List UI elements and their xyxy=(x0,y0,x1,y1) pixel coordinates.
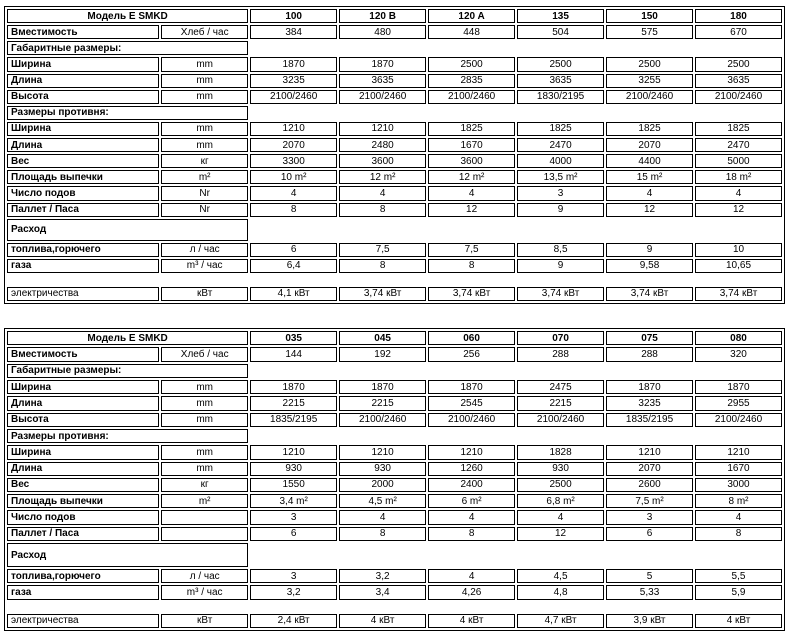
value-cell: 1825 xyxy=(695,122,782,136)
value-cell: 1210 xyxy=(695,445,782,459)
value-cell: 930 xyxy=(250,462,337,476)
value-cell: 4 xyxy=(250,186,337,200)
value-cell: 3255 xyxy=(606,74,693,88)
value-cell: 144 xyxy=(250,347,337,361)
value-cell: 4 кВт xyxy=(339,614,426,628)
value-cell: 1870 xyxy=(250,380,337,394)
model-cell: 120 B xyxy=(339,9,426,23)
row-unit xyxy=(161,510,248,524)
value-cell: 1870 xyxy=(339,380,426,394)
row-unit: mm xyxy=(161,57,248,71)
value-cell: 3600 xyxy=(339,154,426,168)
value-cell: 288 xyxy=(517,347,604,361)
value-cell: 1870 xyxy=(695,380,782,394)
value-cell: 2,4 кВт xyxy=(250,614,337,628)
value-cell: 2400 xyxy=(428,478,515,492)
dims-row xyxy=(7,57,782,71)
value-cell: 2100/2460 xyxy=(517,413,604,427)
section-header-tray: Размеры противня: xyxy=(7,429,248,443)
value-cell: 1825 xyxy=(606,122,693,136)
value-cell: 2070 xyxy=(250,138,337,152)
value-cell: 3 xyxy=(250,510,337,524)
value-cell: 4400 xyxy=(606,154,693,168)
value-cell: 575 xyxy=(606,25,693,39)
value-cell: 4000 xyxy=(517,154,604,168)
value-cell: 1870 xyxy=(428,380,515,394)
value-cell: 2100/2460 xyxy=(428,413,515,427)
value-cell: 4 xyxy=(428,510,515,524)
row-label: Длина xyxy=(7,396,159,410)
value-cell: 448 xyxy=(428,25,515,39)
value-cell: 5 xyxy=(606,569,693,583)
value-cell: 670 xyxy=(695,25,782,39)
tray-row xyxy=(7,186,782,200)
value-cell: 12 xyxy=(428,203,515,217)
tray-row xyxy=(7,154,782,168)
model-row xyxy=(7,9,782,23)
row-unit: mm xyxy=(161,74,248,88)
row-unit: mm xyxy=(161,396,248,410)
value-cell: 10 m² xyxy=(250,170,337,184)
tray-row xyxy=(7,527,782,541)
model-row xyxy=(7,331,782,345)
row-label: Ширина xyxy=(7,122,159,136)
row-label: Длина xyxy=(7,138,159,152)
value-cell: 1210 xyxy=(250,445,337,459)
value-cell: 4 xyxy=(606,186,693,200)
value-cell: 2100/2460 xyxy=(250,90,337,104)
spec-table-1 xyxy=(4,6,785,304)
value-cell: 4 xyxy=(339,510,426,524)
value-cell: 3,4 m² xyxy=(250,494,337,508)
value-cell: 3300 xyxy=(250,154,337,168)
capacity-row xyxy=(7,347,782,361)
value-cell: 5000 xyxy=(695,154,782,168)
tray-row xyxy=(7,170,782,184)
value-cell: 2600 xyxy=(606,478,693,492)
value-cell: 10 xyxy=(695,243,782,257)
row-unit xyxy=(161,527,248,541)
row-label: Высота xyxy=(7,90,159,104)
value-cell: 1825 xyxy=(428,122,515,136)
value-cell: 2215 xyxy=(339,396,426,410)
value-cell: 2835 xyxy=(428,74,515,88)
value-cell: 2070 xyxy=(606,138,693,152)
value-cell: 1870 xyxy=(250,57,337,71)
section-row xyxy=(7,219,782,241)
value-cell: 1210 xyxy=(250,122,337,136)
row-label: Вес xyxy=(7,478,159,492)
value-cell: 4 xyxy=(517,510,604,524)
value-cell: 3000 xyxy=(695,478,782,492)
value-cell: 3,74 кВт xyxy=(428,287,515,301)
row-unit: mm xyxy=(161,445,248,459)
row-label: электричества xyxy=(7,614,159,628)
row-unit: Хлеб / час xyxy=(161,25,248,39)
model-label: Модель E SMKD xyxy=(7,9,248,23)
value-cell: 5,9 xyxy=(695,585,782,599)
value-cell: 3 xyxy=(517,186,604,200)
consumption-row xyxy=(7,585,782,599)
value-cell: 2500 xyxy=(517,57,604,71)
value-cell: 320 xyxy=(695,347,782,361)
consumption-row xyxy=(7,243,782,257)
electricity-row xyxy=(7,614,782,628)
value-cell: 2470 xyxy=(695,138,782,152)
value-cell: 1835/2195 xyxy=(606,413,693,427)
consumption-row xyxy=(7,259,782,273)
model-cell: 045 xyxy=(339,331,426,345)
value-cell: 1870 xyxy=(339,57,426,71)
row-unit: mm xyxy=(161,90,248,104)
row-unit: mm xyxy=(161,413,248,427)
value-cell: 9 xyxy=(517,259,604,273)
model-cell: 075 xyxy=(606,331,693,345)
value-cell: 1210 xyxy=(339,445,426,459)
row-label: топлива,горючего xyxy=(7,569,159,583)
row-unit: кВт xyxy=(161,614,248,628)
value-cell: 10,65 xyxy=(695,259,782,273)
value-cell: 2500 xyxy=(606,57,693,71)
section-row xyxy=(7,41,782,55)
value-cell: 504 xyxy=(517,25,604,39)
section-header-consumption: Расход xyxy=(7,543,248,567)
row-label: топлива,горючего xyxy=(7,243,159,257)
value-cell: 3,74 кВт xyxy=(606,287,693,301)
value-cell: 2500 xyxy=(428,57,515,71)
value-cell: 3 xyxy=(250,569,337,583)
value-cell: 2100/2460 xyxy=(339,413,426,427)
dims-row xyxy=(7,380,782,394)
value-cell: 2475 xyxy=(517,380,604,394)
value-cell: 8 xyxy=(695,527,782,541)
dims-row xyxy=(7,74,782,88)
spec-table-2 xyxy=(4,328,785,631)
value-cell: 3,74 кВт xyxy=(517,287,604,301)
value-cell: 8 xyxy=(339,203,426,217)
row-label: Число подов xyxy=(7,510,159,524)
value-cell: 9 xyxy=(517,203,604,217)
tray-row xyxy=(7,478,782,492)
value-cell: 12 xyxy=(695,203,782,217)
value-cell: 3,2 xyxy=(339,569,426,583)
value-cell: 8 xyxy=(428,259,515,273)
value-cell: 4 xyxy=(428,569,515,583)
model-cell: 120 A xyxy=(428,9,515,23)
section-row xyxy=(7,364,782,378)
value-cell: 8 xyxy=(339,259,426,273)
row-label: Вместимость xyxy=(7,347,159,361)
row-label: Ширина xyxy=(7,57,159,71)
row-label: Паллет / Паса xyxy=(7,203,159,217)
row-unit: л / час xyxy=(161,243,248,257)
model-label: Модель E SMKD xyxy=(7,331,248,345)
value-cell: 4,8 xyxy=(517,585,604,599)
model-cell: 070 xyxy=(517,331,604,345)
value-cell: 12 m² xyxy=(428,170,515,184)
value-cell: 2500 xyxy=(695,57,782,71)
value-cell: 7,5 xyxy=(339,243,426,257)
row-unit: кг xyxy=(161,478,248,492)
tray-row xyxy=(7,122,782,136)
section-header-dims: Габаритные размеры: xyxy=(7,41,248,55)
value-cell: 3635 xyxy=(339,74,426,88)
value-cell: 2500 xyxy=(517,478,604,492)
value-cell: 930 xyxy=(517,462,604,476)
value-cell: 12 xyxy=(606,203,693,217)
model-cell: 180 xyxy=(695,9,782,23)
value-cell: 2000 xyxy=(339,478,426,492)
dims-row xyxy=(7,413,782,427)
model-cell: 035 xyxy=(250,331,337,345)
value-cell: 1670 xyxy=(428,138,515,152)
capacity-row xyxy=(7,25,782,39)
value-cell: 6 xyxy=(250,243,337,257)
section-header-consumption: Расход xyxy=(7,219,248,241)
model-cell: 135 xyxy=(517,9,604,23)
value-cell: 3600 xyxy=(428,154,515,168)
row-unit: кВт xyxy=(161,287,248,301)
value-cell: 2100/2460 xyxy=(428,90,515,104)
value-cell: 2100/2460 xyxy=(606,90,693,104)
value-cell: 192 xyxy=(339,347,426,361)
row-label: Длина xyxy=(7,74,159,88)
value-cell: 3,2 xyxy=(250,585,337,599)
row-label: Вес xyxy=(7,154,159,168)
value-cell: 480 xyxy=(339,25,426,39)
tray-row xyxy=(7,203,782,217)
row-unit: mm xyxy=(161,380,248,394)
row-label: Вместимость xyxy=(7,25,159,39)
value-cell: 9 xyxy=(606,243,693,257)
value-cell: 3635 xyxy=(695,74,782,88)
row-label: газа xyxy=(7,585,159,599)
tray-row xyxy=(7,138,782,152)
row-unit: л / час xyxy=(161,569,248,583)
value-cell: 4,5 xyxy=(517,569,604,583)
value-cell: 6 xyxy=(606,527,693,541)
dims-row xyxy=(7,90,782,104)
model-cell: 100 xyxy=(250,9,337,23)
value-cell: 1550 xyxy=(250,478,337,492)
value-cell: 3,4 xyxy=(339,585,426,599)
value-cell: 2955 xyxy=(695,396,782,410)
value-cell: 4 кВт xyxy=(695,614,782,628)
value-cell: 1825 xyxy=(517,122,604,136)
value-cell: 1670 xyxy=(695,462,782,476)
row-unit: Хлеб / час xyxy=(161,347,248,361)
value-cell: 1210 xyxy=(428,445,515,459)
section-row xyxy=(7,106,782,120)
value-cell: 2100/2460 xyxy=(695,413,782,427)
electricity-row xyxy=(7,287,782,301)
row-label: Площадь выпечки xyxy=(7,494,159,508)
value-cell: 6,4 xyxy=(250,259,337,273)
value-cell: 3 xyxy=(606,510,693,524)
value-cell: 288 xyxy=(606,347,693,361)
value-cell: 256 xyxy=(428,347,515,361)
row-unit: кг xyxy=(161,154,248,168)
row-unit: m³ / час xyxy=(161,259,248,273)
consumption-row xyxy=(7,569,782,583)
value-cell: 2215 xyxy=(250,396,337,410)
value-cell: 2470 xyxy=(517,138,604,152)
value-cell: 4 xyxy=(695,186,782,200)
value-cell: 1210 xyxy=(606,445,693,459)
value-cell: 12 m² xyxy=(339,170,426,184)
value-cell: 15 m² xyxy=(606,170,693,184)
row-label: Паллет / Паса xyxy=(7,527,159,541)
value-cell: 4,1 кВт xyxy=(250,287,337,301)
section-header-tray: Размеры противня: xyxy=(7,106,248,120)
value-cell: 4,7 кВт xyxy=(517,614,604,628)
value-cell: 1830/2195 xyxy=(517,90,604,104)
row-label: Ширина xyxy=(7,445,159,459)
value-cell: 7,5 m² xyxy=(606,494,693,508)
row-label: Площадь выпечки xyxy=(7,170,159,184)
row-label: Ширина xyxy=(7,380,159,394)
value-cell: 4 кВт xyxy=(428,614,515,628)
value-cell: 5,5 xyxy=(695,569,782,583)
row-label: Длина xyxy=(7,462,159,476)
row-label: газа xyxy=(7,259,159,273)
value-cell: 12 xyxy=(517,527,604,541)
row-unit: mm xyxy=(161,462,248,476)
value-cell: 6,8 m² xyxy=(517,494,604,508)
value-cell: 6 xyxy=(250,527,337,541)
value-cell: 3235 xyxy=(250,74,337,88)
value-cell: 2070 xyxy=(606,462,693,476)
tray-row xyxy=(7,510,782,524)
value-cell: 3,74 кВт xyxy=(695,287,782,301)
value-cell: 4,5 m² xyxy=(339,494,426,508)
value-cell: 3635 xyxy=(517,74,604,88)
row-unit: Nr xyxy=(161,203,248,217)
value-cell: 1835/2195 xyxy=(250,413,337,427)
value-cell: 1210 xyxy=(339,122,426,136)
value-cell: 384 xyxy=(250,25,337,39)
value-cell: 5,33 xyxy=(606,585,693,599)
value-cell: 1870 xyxy=(606,380,693,394)
value-cell: 1828 xyxy=(517,445,604,459)
value-cell: 3235 xyxy=(606,396,693,410)
value-cell: 2100/2460 xyxy=(695,90,782,104)
value-cell: 8,5 xyxy=(517,243,604,257)
model-cell: 150 xyxy=(606,9,693,23)
row-label: Число подов xyxy=(7,186,159,200)
row-unit: Nr xyxy=(161,186,248,200)
value-cell: 3,74 кВт xyxy=(339,287,426,301)
row-unit: m² xyxy=(161,170,248,184)
value-cell: 3,9 кВт xyxy=(606,614,693,628)
value-cell: 8 xyxy=(428,527,515,541)
value-cell: 4 xyxy=(428,186,515,200)
value-cell: 6 m² xyxy=(428,494,515,508)
value-cell: 2480 xyxy=(339,138,426,152)
section-row xyxy=(7,429,782,443)
value-cell: 8 xyxy=(339,527,426,541)
tray-row xyxy=(7,494,782,508)
row-unit: mm xyxy=(161,122,248,136)
dims-row xyxy=(7,396,782,410)
value-cell: 1260 xyxy=(428,462,515,476)
value-cell: 8 xyxy=(250,203,337,217)
section-header-dims: Габаритные размеры: xyxy=(7,364,248,378)
row-unit: m² xyxy=(161,494,248,508)
value-cell: 9,58 xyxy=(606,259,693,273)
model-cell: 060 xyxy=(428,331,515,345)
row-unit: mm xyxy=(161,138,248,152)
value-cell: 4,26 xyxy=(428,585,515,599)
value-cell: 4 xyxy=(339,186,426,200)
value-cell: 7,5 xyxy=(428,243,515,257)
row-label: электричества xyxy=(7,287,159,301)
value-cell: 4 xyxy=(695,510,782,524)
model-cell: 080 xyxy=(695,331,782,345)
value-cell: 13,5 m² xyxy=(517,170,604,184)
tray-row xyxy=(7,462,782,476)
value-cell: 930 xyxy=(339,462,426,476)
value-cell: 2100/2460 xyxy=(339,90,426,104)
section-row xyxy=(7,543,782,567)
value-cell: 8 m² xyxy=(695,494,782,508)
value-cell: 18 m² xyxy=(695,170,782,184)
tray-row xyxy=(7,445,782,459)
value-cell: 2545 xyxy=(428,396,515,410)
row-unit: m³ / час xyxy=(161,585,248,599)
value-cell: 2215 xyxy=(517,396,604,410)
row-label: Высота xyxy=(7,413,159,427)
